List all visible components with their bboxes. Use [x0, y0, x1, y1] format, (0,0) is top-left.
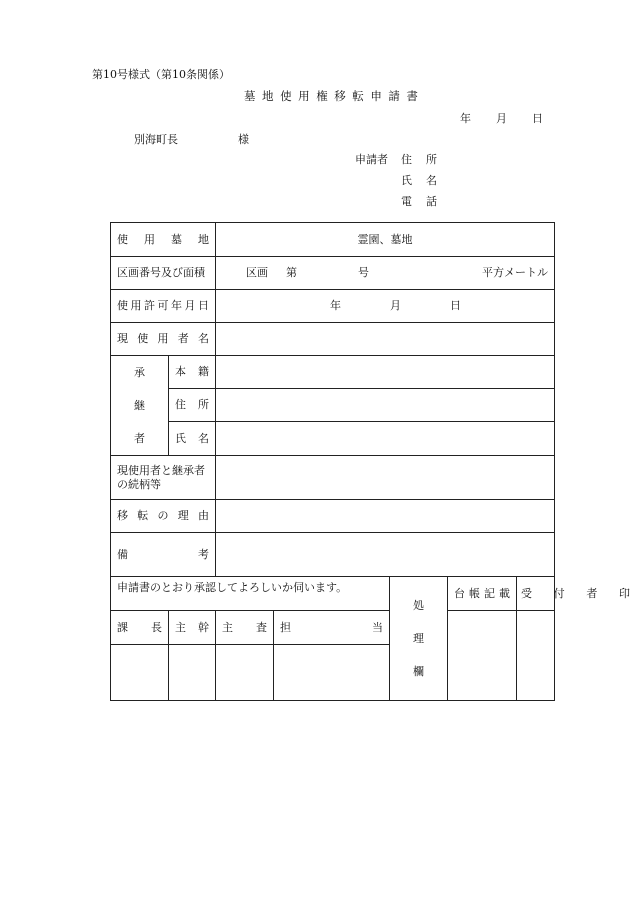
- label-char: 当: [372, 620, 383, 634]
- successor-domicile-value-cell[interactable]: [216, 356, 555, 389]
- label-char: 本: [175, 365, 186, 378]
- label-char: 備: [117, 547, 128, 561]
- successor-domicile-label-cell: [169, 356, 216, 389]
- title-char: 使: [280, 89, 292, 103]
- ledger-stamp-cell[interactable]: [448, 611, 517, 701]
- label-char: 許: [144, 299, 155, 312]
- relation-value-cell[interactable]: [216, 456, 555, 500]
- title-char: 用: [298, 89, 310, 103]
- label-char: 使: [137, 332, 149, 345]
- label-char: 可: [157, 299, 169, 312]
- label-char: 住: [401, 153, 412, 166]
- label-char: 付: [553, 586, 565, 600]
- relation-label: 現使用者と継承者の続柄等: [117, 463, 205, 491]
- application-table: [110, 222, 630, 701]
- label-char: 所: [426, 153, 437, 166]
- plot-area-unit: 平方メートル: [482, 266, 549, 279]
- label-char: 主: [222, 620, 233, 634]
- label-char: 所: [198, 398, 209, 411]
- ledger-label-cell: [448, 577, 517, 611]
- role-senior-cell: [169, 611, 216, 645]
- title-char: 地: [262, 89, 274, 103]
- successor-address-value-cell[interactable]: [216, 389, 555, 422]
- label-char: 氏: [175, 431, 186, 445]
- successor-label-cell: [111, 356, 169, 456]
- addressee-honorific: 様: [238, 133, 249, 146]
- label-char: 住: [175, 398, 186, 411]
- date-month-label: 月: [496, 112, 507, 125]
- remarks-value-cell[interactable]: [216, 533, 555, 577]
- permit-year-label: 年: [330, 299, 341, 312]
- label-char: 長: [151, 620, 162, 634]
- label-char: 者: [177, 332, 189, 345]
- applicant-phone-label: [401, 193, 437, 209]
- date-year-label: 年: [460, 112, 471, 125]
- stamp-inspector-cell[interactable]: [216, 645, 274, 701]
- label-char: 承: [134, 365, 145, 379]
- label-char: 処: [413, 598, 424, 612]
- label-char: 台: [454, 586, 465, 600]
- plot-number-suffix: 号: [358, 266, 369, 279]
- label-char: 移: [117, 509, 128, 522]
- title-char: 申: [370, 89, 382, 103]
- label-char: 転: [137, 509, 149, 522]
- remarks-label-cell: [111, 533, 216, 577]
- relation-label-cell: [111, 456, 216, 500]
- label-char: 由: [198, 509, 209, 522]
- addressee-name: 別海町長: [134, 133, 178, 146]
- label-char: 受: [521, 586, 532, 600]
- cemetery-value: 霊園、墓地: [357, 232, 413, 246]
- label-char: 理: [413, 631, 424, 645]
- label-char: 氏: [401, 174, 412, 187]
- label-char: 幹: [198, 620, 209, 634]
- applicant-address-label: [401, 151, 437, 167]
- label-char: 話: [426, 195, 437, 208]
- title-char: 権: [316, 89, 328, 103]
- label-char: 年: [171, 299, 182, 312]
- label-char: 名: [426, 174, 437, 187]
- label-char: 帳: [469, 586, 480, 600]
- label-char: 籍: [198, 365, 209, 378]
- current-user-value-cell[interactable]: [216, 323, 555, 356]
- processing-label-cell: [390, 577, 448, 701]
- role-staff-cell: [274, 611, 390, 645]
- successor-name-label-cell: [169, 422, 216, 456]
- role-inspector-cell: [216, 611, 274, 645]
- date-day-label: 日: [532, 112, 543, 125]
- label-char: 使: [117, 299, 128, 312]
- title-char: 墓: [244, 89, 256, 103]
- plot-section-label: 区画: [246, 266, 268, 279]
- permit-date-label-cell: [111, 290, 216, 323]
- label-char: 墓: [171, 232, 182, 246]
- label-char: 欄: [413, 664, 424, 678]
- label-char: 者: [134, 431, 145, 445]
- label-char: 担: [280, 620, 291, 634]
- label-char: 課: [117, 620, 128, 634]
- label-char: 名: [198, 332, 209, 345]
- label-char: 継: [134, 398, 145, 412]
- label-char: 印: [619, 586, 630, 600]
- label-char: 名: [198, 431, 209, 445]
- permit-month-label: 月: [390, 299, 401, 312]
- approval-text: 申請書のとおり承認してよろしいか伺います。: [117, 581, 348, 594]
- successor-name-value-cell[interactable]: [216, 422, 555, 456]
- title-char: 請: [388, 89, 400, 103]
- label-char: 載: [499, 586, 510, 600]
- cemetery-value-cell[interactable]: [216, 223, 555, 257]
- plot-value-cell[interactable]: [216, 257, 555, 290]
- current-user-label-cell: [111, 323, 216, 356]
- title-char: 移: [334, 89, 346, 103]
- label-char: の: [157, 509, 169, 522]
- applicant-name-label: [401, 172, 437, 188]
- reason-label-cell: [111, 500, 216, 533]
- label-char: 理: [177, 509, 189, 522]
- label-char: 地: [198, 232, 209, 246]
- label-char: 考: [198, 547, 209, 561]
- reason-value-cell[interactable]: [216, 500, 555, 533]
- plot-ordinal-label: 第: [286, 266, 297, 279]
- label-char: 記: [484, 586, 495, 600]
- label-char: 主: [175, 620, 186, 634]
- receipt-stamp-cell[interactable]: [517, 611, 555, 701]
- role-chief-cell: [111, 611, 169, 645]
- title-char: 書: [406, 89, 418, 103]
- label-char: 用: [144, 232, 155, 246]
- stamp-chief-cell[interactable]: [111, 645, 169, 701]
- label-char: 使: [117, 232, 128, 246]
- label-char: 日: [198, 299, 209, 312]
- label-char: 電: [401, 195, 412, 208]
- receipt-label-cell: [517, 577, 630, 611]
- plot-label: 区画番号及び面積: [117, 266, 205, 279]
- document-title: [244, 88, 418, 104]
- label-char: 査: [256, 620, 267, 634]
- stamp-senior-cell[interactable]: [169, 645, 216, 701]
- form-number: 第10号様式（第10条関係）: [92, 68, 230, 81]
- label-char: 用: [130, 299, 142, 312]
- stamp-staff-cell[interactable]: [274, 645, 390, 701]
- label-char: 者: [586, 586, 598, 600]
- approval-text-cell: [111, 577, 390, 611]
- successor-address-label-cell: [169, 389, 216, 422]
- title-char: 転: [352, 89, 364, 103]
- plot-label-cell: [111, 257, 216, 290]
- label-char: 用: [157, 332, 169, 345]
- applicant-label: 申請者: [355, 153, 388, 166]
- cemetery-label-cell: [111, 223, 216, 257]
- permit-date-value-cell[interactable]: [216, 290, 555, 323]
- label-char: 月: [184, 299, 196, 312]
- permit-day-label: 日: [450, 299, 461, 312]
- label-char: 現: [117, 332, 128, 345]
